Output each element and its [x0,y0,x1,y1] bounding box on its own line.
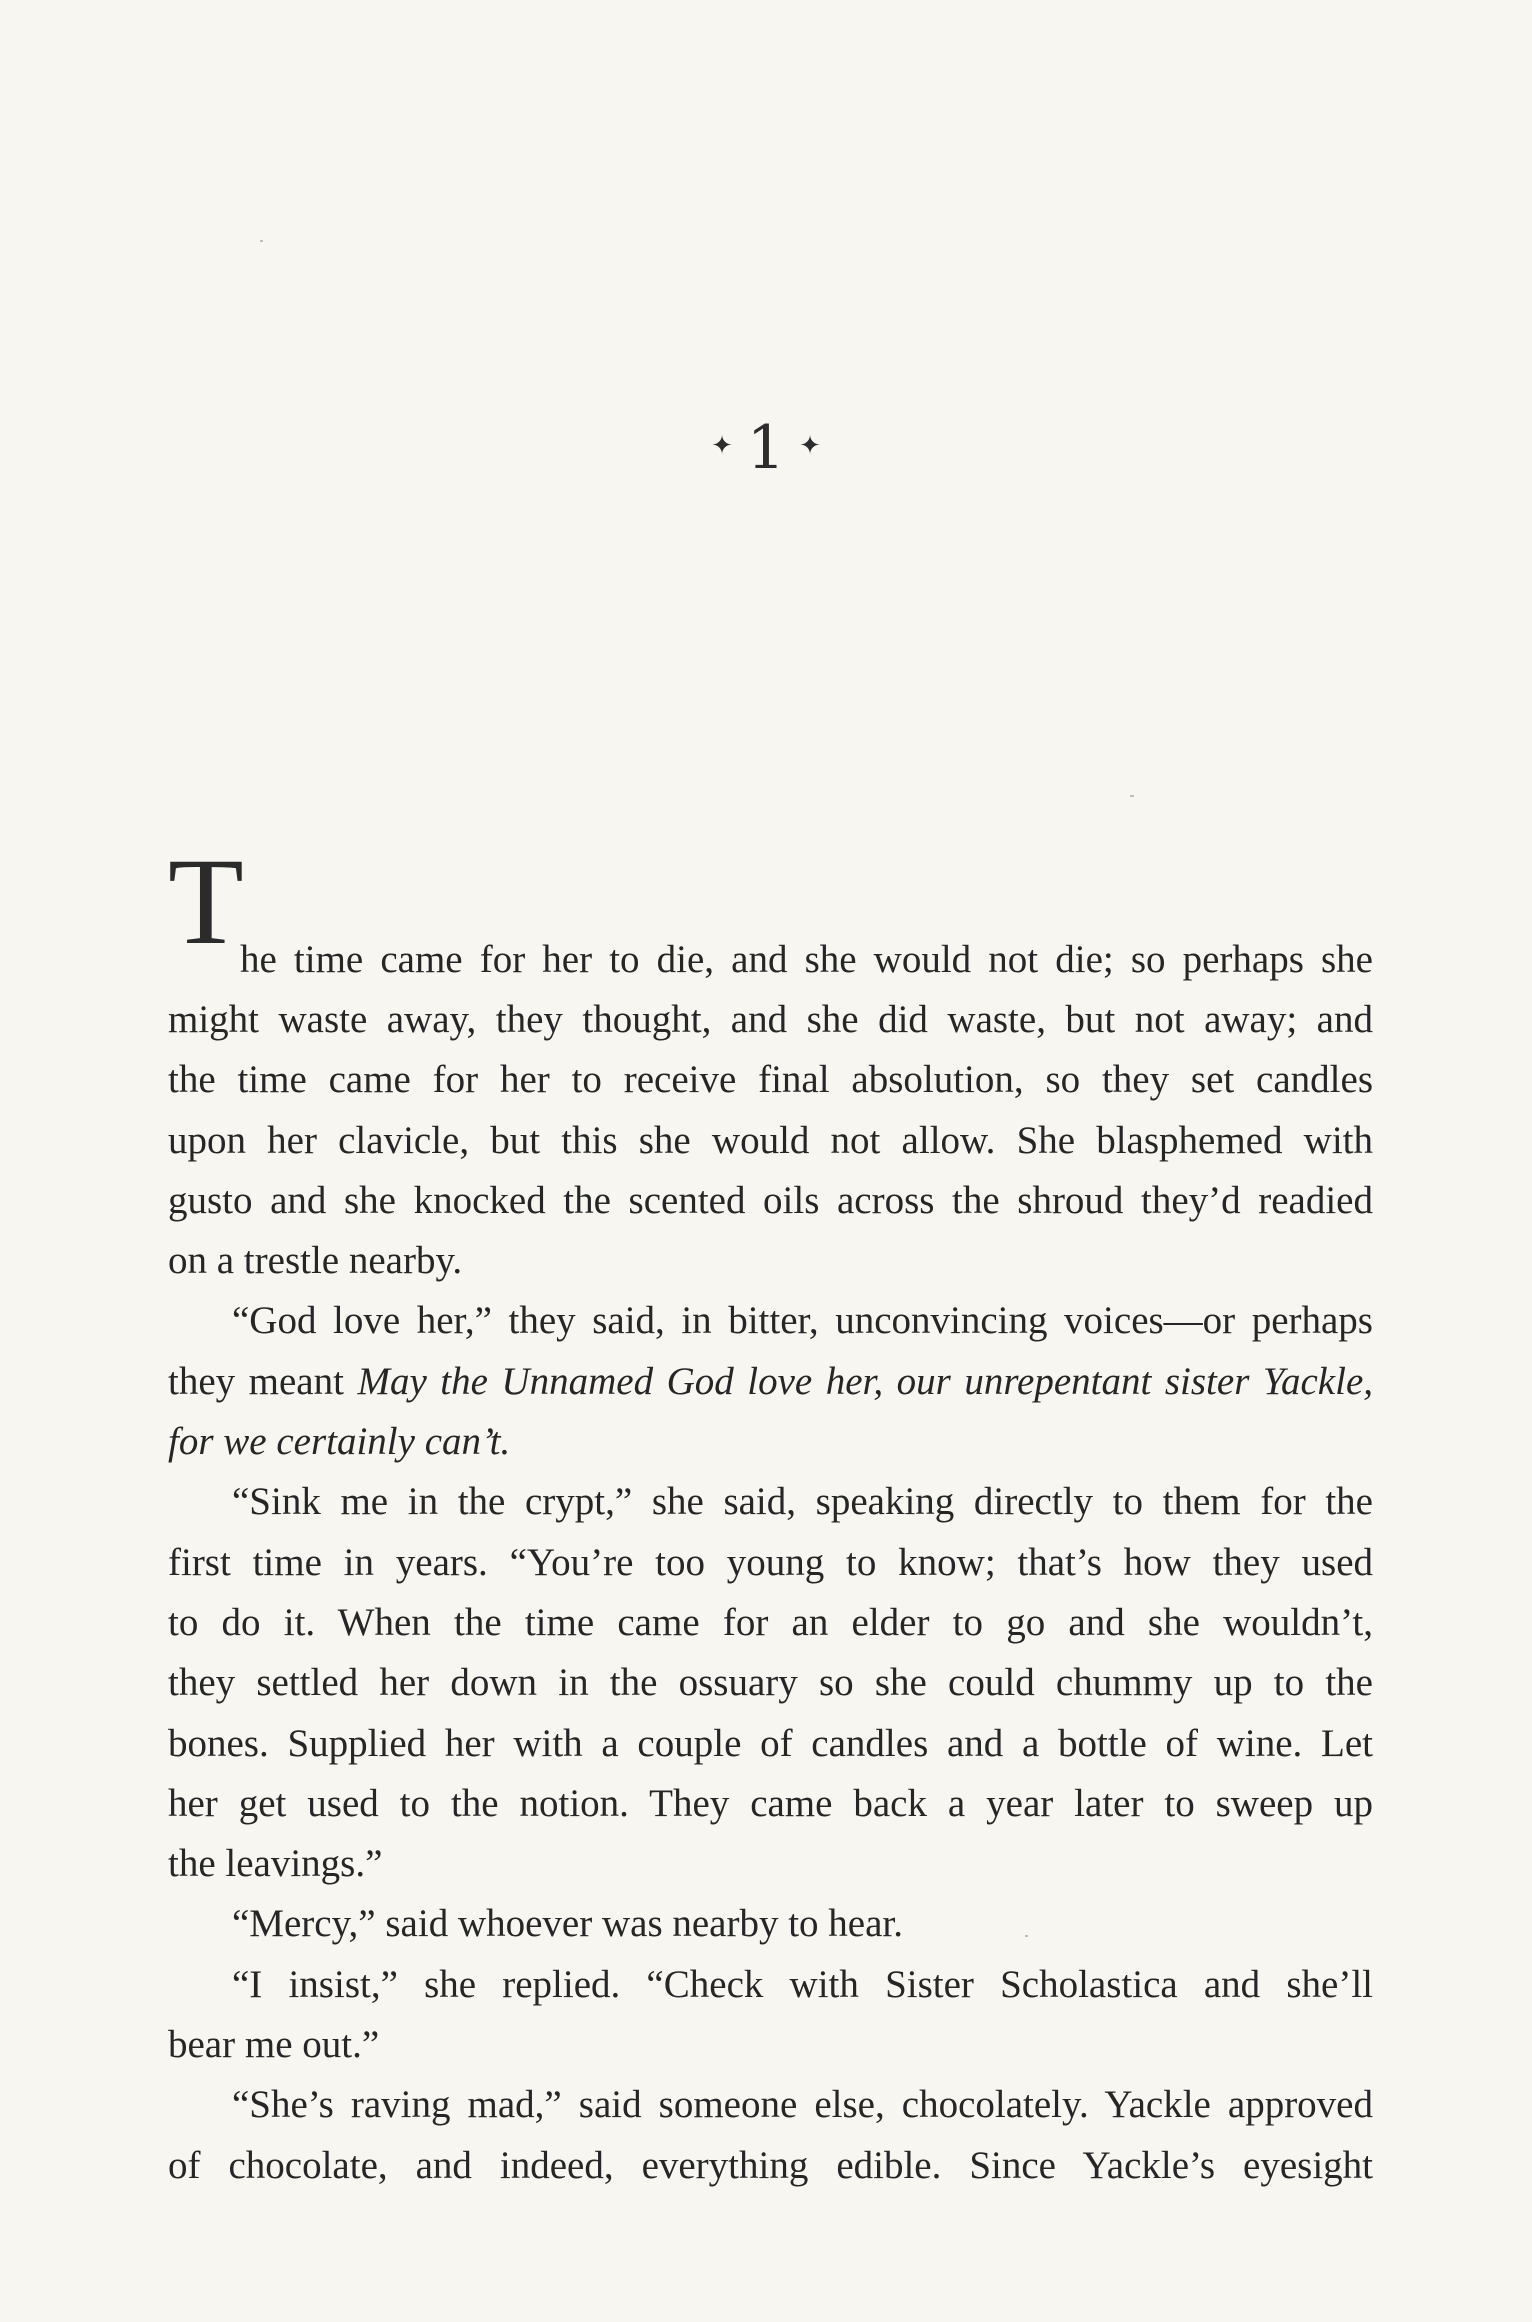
ornament-right-icon: ✦ [799,431,821,462]
chapter-number: 1 [746,413,786,483]
ornament-left-icon: ✦ [711,431,733,462]
text-line: gusto and she knocked the scented oils across the shroud they’d readied [168,1178,1373,1222]
text-line: upon her clavicle, but this she would not allow. She blasphemed with [168,1118,1373,1162]
text-line: might waste away, they thought, and she did waste, but not away; and [168,998,1373,1041]
text-line: of chocolate, and indeed, everything edible. Since Yackle’s eyesight [168,2143,1373,2187]
body-text [168,990,1373,2196]
text-line: “Sink me in the crypt,” she said, speaking directly to them for the [232,1480,1373,1524]
italic-span: May the Unnamed God love her, our unrepentant sister Yackle, [357,1359,1374,1403]
text-span: they meant [168,1359,358,1403]
text-line: “Mercy,” said whoever was nearby to hear. [232,1902,904,1946]
text-line: he time came for her to die, and she would not die; so perhaps she [240,938,1373,981]
text-line: “God love her,” they said, in bitter, unconvincing voices—or perhaps [232,1299,1373,1343]
paper-speck [260,240,263,242]
text-line: the leavings.” [168,1842,383,1886]
text-line: bear me out.” [168,2023,380,2067]
text-line: bones. Supplied her with a couple of candles and a bottle of wine. Let [168,1721,1373,1765]
text-line: her get used to the notion. They came back a year later to sweep up [168,1781,1373,1825]
drop-cap: T [168,833,244,970]
text-line: first time in years. “You’re too young to know; that’s how they used [168,1540,1373,1584]
text-line: “I insist,” she replied. “Check with Sister Scholastica and she’ll [232,1962,1373,2006]
text-line: on a trestle nearby. [168,1239,463,1283]
text-line-mixed [168,1352,1373,1412]
paper-speck [1025,1935,1028,1937]
paper-speck [1130,795,1134,797]
chapter-heading [0,413,1532,483]
text-line: the time came for her to receive final absolution, so they set candles [168,1058,1373,1102]
text-line: they settled her down in the ossuary so she could chummy up to the [168,1661,1373,1705]
text-line: to do it. When the time came for an elder to go and she wouldn’t, [168,1600,1373,1644]
text-line: “She’s raving mad,” said someone else, chocolately. Yackle approved [232,2083,1373,2127]
text-line: for we certainly can’t. [168,1420,511,1464]
